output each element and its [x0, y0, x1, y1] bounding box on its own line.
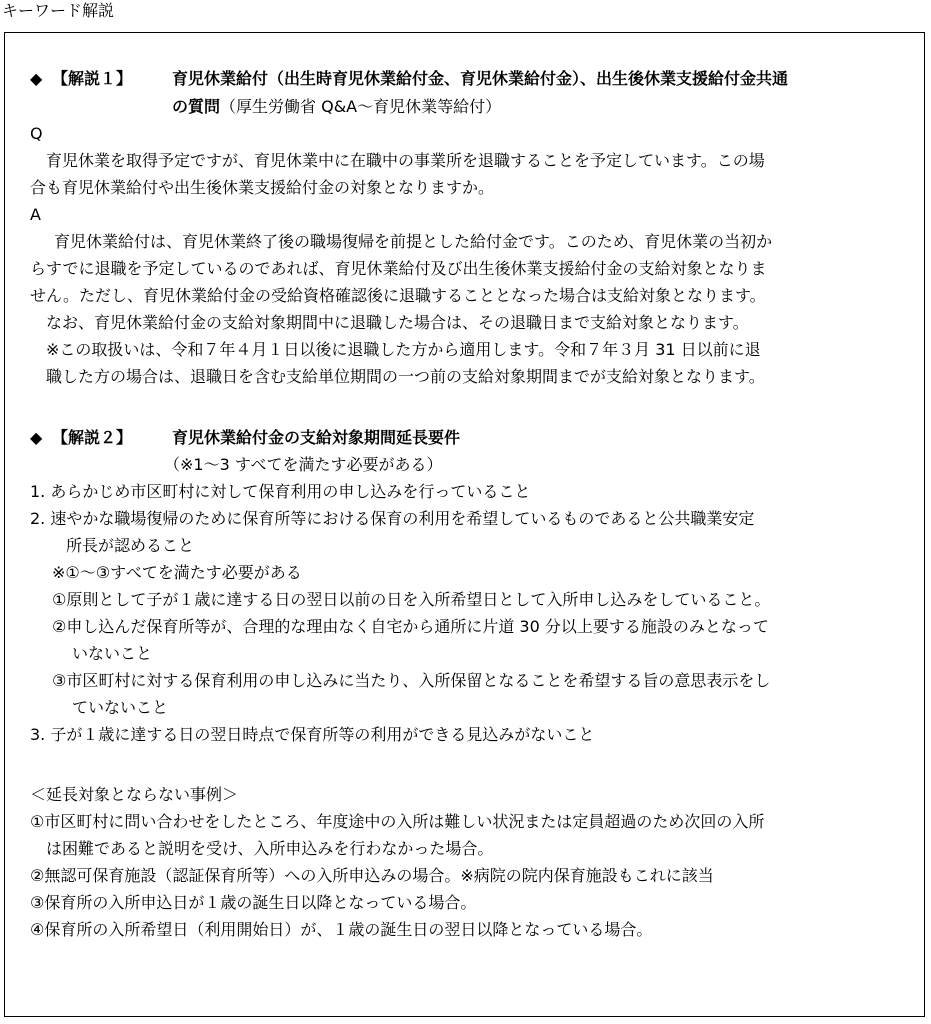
section1-label: 【解説１】 [52, 69, 133, 88]
requirement-item-2-cont: 所長が認めること [66, 536, 195, 555]
requirement-item-3: 3. 子が１歳に達する日の翌日時点で保育所等の利用ができる見込みがないこと [30, 725, 595, 744]
answer-line-6: 職した方の場合は、退職日を含む支給単位期間の一つ前の支給対象期間までが支給対象となります。 [46, 367, 765, 386]
section2-title: 育児休業給付金の支給対象期間延長要件 [172, 428, 461, 447]
a-label: A [30, 205, 41, 224]
requirement-item-1: 1. あらかじめ市区町村に対して保育利用の申し込みを行っていること [30, 482, 531, 501]
requirement-item-2: 2. 速やかな職場復帰のために保育所等における保育の利用を希望しているものであると公共職業安定 [30, 509, 755, 528]
section1-title-line2: の質問 [172, 97, 221, 116]
section1-title-line1: 育児休業給付（出生時育児休業給付金、育児休業給付金）、出生後休業支援給付金共通 [172, 69, 789, 88]
section1-source: （厚生労働省 Q&A～育児休業等給付） [220, 97, 502, 116]
question-line-1: 育児休業を取得予定ですが、育児休業中に在職中の事業所を退職することを予定しています。この場 [46, 151, 765, 170]
condition-1: ①原則として子が１歳に達する日の翌日以前の日を入所希望日として入所申し込みをしていること。 [52, 590, 771, 609]
section1-title-row2 [172, 96, 501, 118]
question-line-2: 合も育児休業給付や出生後休業支援給付金の対象となりますか。 [30, 178, 495, 197]
condition-3: ③市区町村に対する保育利用の申し込みに当たり、入所保留となることを希望する旨の意思表示をし [52, 671, 771, 690]
section1-diamond-icon: ◆ [30, 69, 43, 88]
section1-title-row [30, 68, 788, 90]
answer-line-1: 育児休業給付は、育児休業終了後の職場復帰を前提とした給付金です。このため、育児休業の当初か [54, 232, 773, 251]
section3-heading: ＜延長対象とならない事例＞ [30, 785, 239, 804]
case-2: ②無認可保育施設（認証保育所等）への入所申込みの場合。※病院の院内保育施設もこれに該当 [30, 866, 714, 885]
answer-line-4: なお、育児休業給付金の支給対象期間中に退職した場合は、その退職日まで支給対象となります。 [46, 313, 749, 332]
case-1-cont: は困難であると説明を受け、入所申込みを行わなかった場合。 [46, 839, 494, 858]
q-label: Q [30, 124, 43, 143]
condition-3-cont: ていないこと [72, 698, 169, 717]
section2-diamond-icon: ◆ [30, 428, 43, 447]
requirement-note: ※①～③すべてを満たす必要がある [52, 563, 302, 582]
case-1: ①市区町村に問い合わせをしたところ、年度途中の入所は難しい状況または定員超過のため次回の入所 [30, 812, 765, 831]
case-4: ④保育所の入所希望日（利用開始日）が、１歳の誕生日の翌日以降となっている場合。 [30, 920, 653, 939]
answer-line-3: せん。ただし、育児休業給付金の受給資格確認後に退職することとなった場合は支給対象となります。 [30, 286, 766, 305]
page-heading: キーワード解説 [2, 1, 115, 20]
section2-title-row [30, 427, 460, 449]
condition-2-cont: いないこと [72, 644, 153, 663]
section2-label: 【解説２】 [52, 428, 133, 447]
answer-line-5: ※この取扱いは、令和７年４月１日以後に退職した方から適用します。令和７年３月 31 日以前に退 [46, 340, 761, 359]
answer-line-2: らすでに退職を予定しているのであれば、育児休業給付及び出生後休業支援給付金の支給対象となりま [30, 259, 767, 278]
section2-subtitle: （※1～3 すべてを満たす必要がある） [164, 455, 443, 474]
condition-2: ②申し込んだ保育所等が、合理的な理由なく自宅から通所に片道 30 分以上要する施設のみとなって [52, 617, 769, 636]
case-3: ③保育所の入所申込日が１歳の誕生日以降となっている場合。 [30, 893, 477, 912]
